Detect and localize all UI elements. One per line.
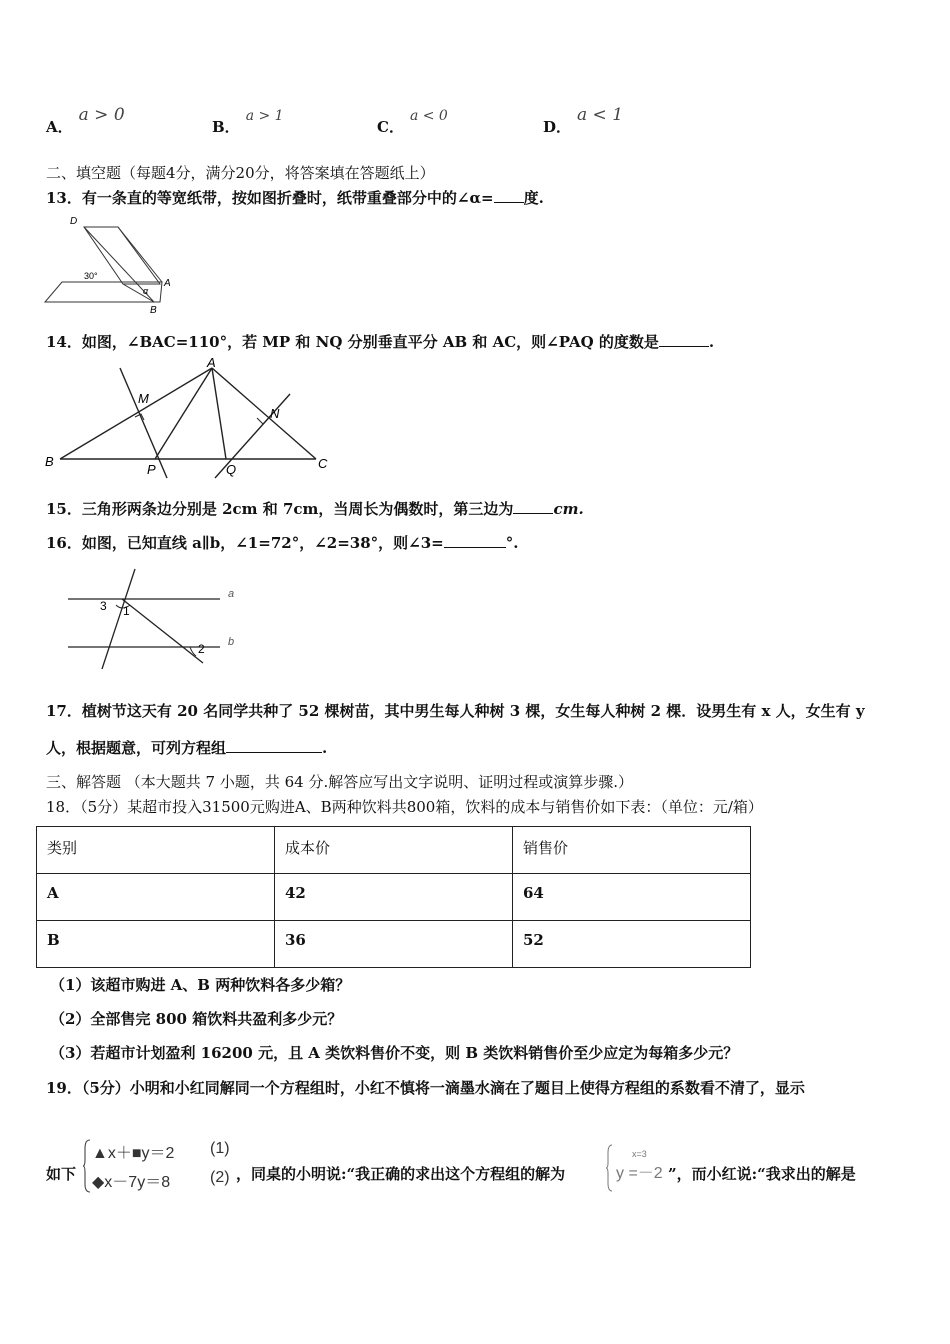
table-cell <box>37 874 275 921</box>
q19-eq1: ▲x＋■y＝2 <box>92 1145 175 1162</box>
q15-stem: 15．三角形两条边分别是 2cm 和 7cm，当周长为偶数时，第三边为 <box>46 500 514 518</box>
q17-line2 <box>46 737 327 758</box>
q16-label-b: b <box>228 636 235 648</box>
table-header-cell <box>37 827 275 874</box>
option-d <box>543 105 624 137</box>
q13-label-d: D <box>70 216 78 227</box>
q14-stem: 14．如图，∠BAC=110°，若 MP 和 NQ 分别垂直平分 AB 和 AC，则∠PAQ 的度数是 <box>46 333 659 351</box>
row-a-price: 64 <box>523 884 544 902</box>
section2-heading: 二、填空题（每题4分，满分20分，将答案填在答题纸上） <box>46 164 435 182</box>
q19-prefix: 如下 <box>46 1165 77 1183</box>
q13-stem: 13．有一条直的等宽纸带，按如图折叠时，纸带重叠部分中的∠α= <box>46 189 494 207</box>
q16-label-2: 2 <box>198 642 205 656</box>
q14-label-p: P <box>147 462 156 477</box>
q18-table <box>36 826 751 968</box>
option-a-label: A． <box>46 118 73 136</box>
table-cell <box>275 874 513 921</box>
q14-side-ba <box>60 368 212 459</box>
q14-line-ap <box>155 368 212 459</box>
q14-label-a: A <box>207 356 216 370</box>
q14-label-b: B <box>45 454 54 469</box>
q14-label-q: Q <box>226 462 237 477</box>
header-price: 销售价 <box>523 839 569 857</box>
q19-solution-brace <box>606 1143 614 1193</box>
q18-sub3: （3）若超市计划盈利 16200 元，且 A 类饮料售价不变，则 B 类饮料销售价至少应定为每箱多少元？ <box>50 1044 739 1062</box>
option-d-label: D． <box>543 118 572 136</box>
q18-sub2: （2）全部售完 800 箱饮料共盈利多少元？ <box>50 1010 343 1028</box>
q16-label-3: 3 <box>100 599 107 613</box>
option-c-label: C． <box>377 118 404 136</box>
q19-eq2-tag: (2) <box>210 1169 230 1186</box>
table-cell <box>513 921 751 968</box>
q16-text <box>46 532 518 553</box>
q16-label-1: 1 <box>123 604 130 618</box>
table-cell <box>513 874 751 921</box>
option-a-expr: a > 0 <box>78 105 125 125</box>
q17-suffix: . <box>322 739 328 757</box>
q14-label-c: C <box>318 456 328 471</box>
q16-transversal-1 <box>102 569 135 669</box>
q15-blank <box>513 499 553 514</box>
q19-system-brace <box>82 1138 92 1194</box>
q19-eq2: ◆x－7y＝8 <box>92 1174 171 1191</box>
q19-end: ”，而小红说:“我求出的解是 <box>668 1165 856 1183</box>
q14-text <box>46 331 714 352</box>
q19-solution-y: y =－2 <box>616 1165 663 1182</box>
table-header-cell <box>275 827 513 874</box>
option-c <box>377 108 448 137</box>
q13-label-a: A <box>164 278 171 289</box>
option-d-expr: a < 1 <box>577 105 624 125</box>
option-b-expr: a > 1 <box>245 108 284 124</box>
table-row <box>37 827 751 874</box>
q15-suffix: cm. <box>553 500 584 518</box>
header-cost: 成本价 <box>285 839 331 857</box>
q17-stem: 人，根据题意，可列方程组 <box>46 739 227 757</box>
header-category: 类别 <box>47 839 78 857</box>
q14-right-angle-m <box>135 414 144 420</box>
row-a-cost: 42 <box>285 884 306 902</box>
row-b-cost: 36 <box>285 931 306 949</box>
q17-blank <box>226 738 322 753</box>
q15-text <box>46 498 584 519</box>
q14-perp-mp <box>120 368 167 478</box>
q14-right-angle-n <box>257 418 268 424</box>
q13-top-right-edge <box>118 227 162 282</box>
q17-line1: 17．植树节这天有 20 名同学共种了 52 棵树苗，其中男生每人种树 3 棵，女生每人种树 2 棵．设男生有 x 人，女生有 y <box>46 702 865 720</box>
q18-text: 18．（5分）某超市投入31500元购进A、B两种饮料共800箱，饮料的成本与销售价如下表：（单位：元/箱） <box>46 798 763 816</box>
table-row <box>37 874 751 921</box>
q19-line1: 19．（5分）小明和小红同解同一个方程组时，小红不慎将一滴墨水滴在了题目上使得方程组的系数看不清了，显示 <box>46 1079 805 1097</box>
q13-label-b: B <box>150 305 157 316</box>
q16-suffix: °. <box>505 534 519 552</box>
q14-label-m: M <box>138 391 149 406</box>
q16-figure <box>60 565 250 675</box>
q13-label-alpha: α <box>143 286 149 296</box>
q16-transversal-2 <box>122 599 203 663</box>
q19-solution-x: x=3 <box>632 1149 647 1159</box>
q13-figure <box>40 212 190 318</box>
q18-sub1: （1）该超市购进 A、B 两种饮料各多少箱？ <box>50 976 351 994</box>
q16-stem: 16．如图，已知直线 a∥b，∠1=72°，∠2=38°，则∠3= <box>46 534 444 552</box>
q13-blank <box>494 188 524 203</box>
table-row <box>37 921 751 968</box>
option-b-label: B． <box>212 118 240 136</box>
q14-blank <box>659 332 709 347</box>
q13-text <box>46 187 544 208</box>
q14-line-aq <box>212 368 226 459</box>
table-cell <box>37 921 275 968</box>
table-cell <box>275 921 513 968</box>
q19-middle: ，同桌的小明说:“我正确的求出这个方程组的解为 <box>236 1165 566 1183</box>
table-header-cell <box>513 827 751 874</box>
q14-suffix: . <box>708 333 715 351</box>
q14-side-ac <box>212 368 316 459</box>
q13-tail <box>123 284 154 302</box>
q14-figure <box>40 356 340 482</box>
section3-heading: 三、解答题 （本大题共 7 小题，共 64 分.解答应写出文字说明、证明过程或演算步骤.） <box>46 773 634 791</box>
q19-eq1-tag: (1) <box>210 1140 230 1157</box>
q13-suffix: 度. <box>523 189 544 207</box>
q16-blank <box>444 533 506 548</box>
q16-label-a: a <box>228 588 235 600</box>
option-b <box>212 108 284 137</box>
option-c-expr: a < 0 <box>409 108 448 124</box>
q14-label-n: N <box>270 406 280 421</box>
option-a <box>46 105 125 137</box>
row-a-category: A <box>47 884 59 902</box>
row-b-category: B <box>47 931 60 949</box>
q13-label-angle: 30° <box>84 271 98 281</box>
row-b-price: 52 <box>523 931 544 949</box>
